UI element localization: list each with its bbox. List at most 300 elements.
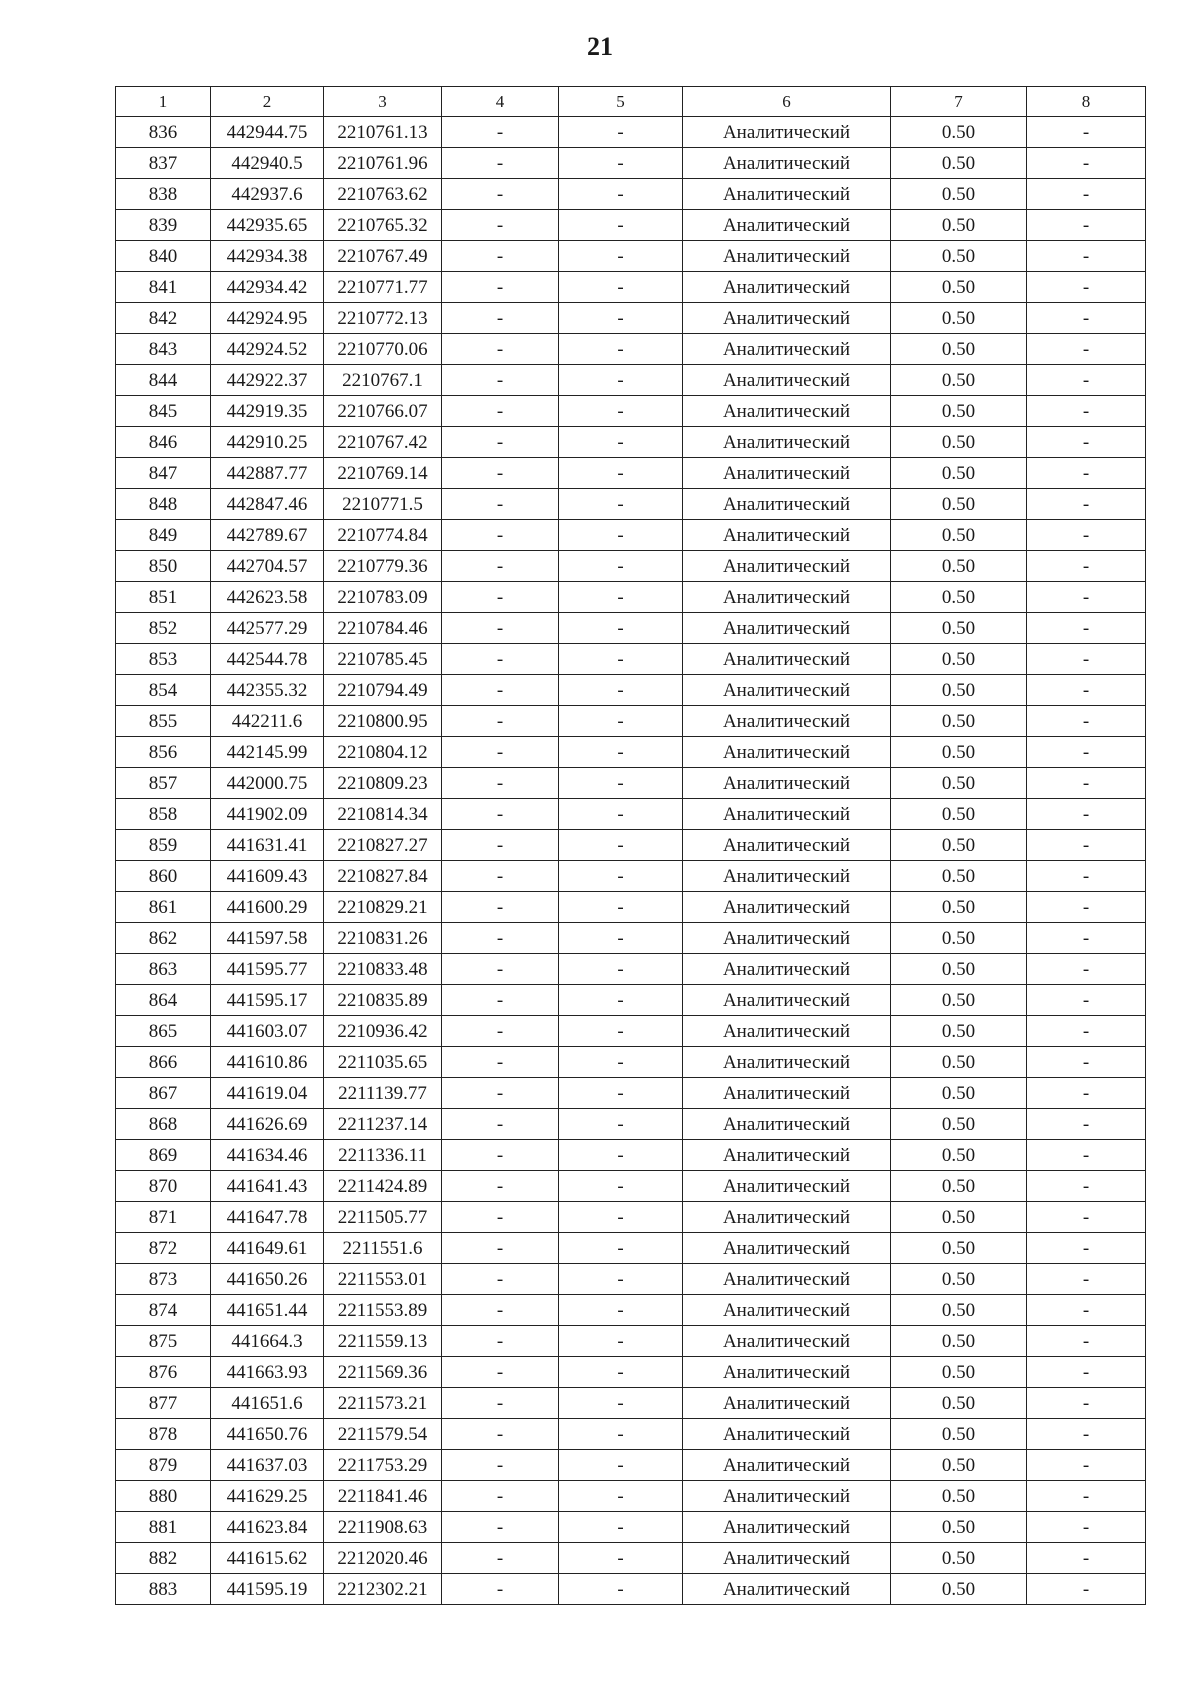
- cell-col-8: -: [1027, 582, 1146, 613]
- cell-point-number: 848: [116, 489, 211, 520]
- cell-col-8: -: [1027, 1574, 1146, 1605]
- cell-point-number: 875: [116, 1326, 211, 1357]
- cell-coord-x: 441651.6: [211, 1388, 324, 1419]
- cell-col-4: -: [442, 1016, 559, 1047]
- cell-point-number: 880: [116, 1481, 211, 1512]
- table-row: [116, 861, 1146, 892]
- cell-col-4: -: [442, 1264, 559, 1295]
- cell-method: Аналитический: [683, 706, 891, 737]
- cell-col-8: -: [1027, 644, 1146, 675]
- cell-point-number: 857: [116, 768, 211, 799]
- cell-col-5: -: [559, 706, 683, 737]
- cell-accuracy: 0.50: [891, 179, 1027, 210]
- cell-coord-x: 442145.99: [211, 737, 324, 768]
- cell-coord-x: 442934.38: [211, 241, 324, 272]
- cell-coord-y: 2211336.11: [324, 1140, 442, 1171]
- cell-point-number: 841: [116, 272, 211, 303]
- cell-accuracy: 0.50: [891, 1574, 1027, 1605]
- cell-col-4: -: [442, 1140, 559, 1171]
- cell-col-8: -: [1027, 1109, 1146, 1140]
- table-row: [116, 768, 1146, 799]
- cell-coord-y: 2210833.48: [324, 954, 442, 985]
- cell-accuracy: 0.50: [891, 520, 1027, 551]
- cell-col-4: -: [442, 613, 559, 644]
- cell-method: Аналитический: [683, 768, 891, 799]
- cell-col-5: -: [559, 1233, 683, 1264]
- cell-point-number: 863: [116, 954, 211, 985]
- table-row: [116, 1264, 1146, 1295]
- cell-accuracy: 0.50: [891, 1295, 1027, 1326]
- cell-col-8: -: [1027, 1388, 1146, 1419]
- cell-coord-x: 442944.75: [211, 117, 324, 148]
- cell-col-8: -: [1027, 1357, 1146, 1388]
- cell-method: Аналитический: [683, 582, 891, 613]
- cell-accuracy: 0.50: [891, 210, 1027, 241]
- cell-point-number: 845: [116, 396, 211, 427]
- cell-coord-x: 442924.52: [211, 334, 324, 365]
- cell-coord-x: 442935.65: [211, 210, 324, 241]
- cell-col-5: -: [559, 1543, 683, 1574]
- cell-method: Аналитический: [683, 303, 891, 334]
- table-row: [116, 396, 1146, 427]
- cell-method: Аналитический: [683, 1264, 891, 1295]
- cell-coord-y: 2210772.13: [324, 303, 442, 334]
- cell-col-5: -: [559, 427, 683, 458]
- cell-method: Аналитический: [683, 520, 891, 551]
- cell-col-8: -: [1027, 551, 1146, 582]
- cell-col-5: -: [559, 1357, 683, 1388]
- cell-coord-x: 441629.25: [211, 1481, 324, 1512]
- table-row: [116, 613, 1146, 644]
- cell-point-number: 861: [116, 892, 211, 923]
- cell-coord-y: 2210936.42: [324, 1016, 442, 1047]
- cell-col-5: -: [559, 1109, 683, 1140]
- cell-col-5: -: [559, 365, 683, 396]
- cell-col-8: -: [1027, 520, 1146, 551]
- table-row: [116, 1109, 1146, 1140]
- cell-coord-x: 442937.6: [211, 179, 324, 210]
- header-row: [116, 87, 1146, 117]
- cell-coord-y: 2210827.27: [324, 830, 442, 861]
- page-number: 21: [587, 32, 613, 61]
- cell-col-4: -: [442, 1357, 559, 1388]
- cell-coord-x: 441623.84: [211, 1512, 324, 1543]
- cell-coord-x: 441603.07: [211, 1016, 324, 1047]
- cell-accuracy: 0.50: [891, 396, 1027, 427]
- cell-method: Аналитический: [683, 179, 891, 210]
- cell-col-4: -: [442, 117, 559, 148]
- cell-point-number: 877: [116, 1388, 211, 1419]
- cell-col-8: -: [1027, 737, 1146, 768]
- cell-method: Аналитический: [683, 489, 891, 520]
- cell-accuracy: 0.50: [891, 489, 1027, 520]
- cell-coord-y: 2211035.65: [324, 1047, 442, 1078]
- cell-point-number: 866: [116, 1047, 211, 1078]
- cell-accuracy: 0.50: [891, 303, 1027, 334]
- cell-coord-y: 2211139.77: [324, 1078, 442, 1109]
- cell-col-4: -: [442, 1419, 559, 1450]
- cell-col-4: -: [442, 210, 559, 241]
- cell-coord-x: 442355.32: [211, 675, 324, 706]
- cell-col-5: -: [559, 1481, 683, 1512]
- cell-method: Аналитический: [683, 799, 891, 830]
- cell-col-8: -: [1027, 1047, 1146, 1078]
- cell-coord-y: 2210785.45: [324, 644, 442, 675]
- cell-col-4: -: [442, 241, 559, 272]
- cell-point-number: 883: [116, 1574, 211, 1605]
- cell-col-4: -: [442, 179, 559, 210]
- cell-method: Аналитический: [683, 675, 891, 706]
- cell-point-number: 849: [116, 520, 211, 551]
- cell-coord-x: 441634.46: [211, 1140, 324, 1171]
- cell-col-4: -: [442, 148, 559, 179]
- cell-col-4: -: [442, 1047, 559, 1078]
- cell-accuracy: 0.50: [891, 427, 1027, 458]
- cell-coord-x: 442211.6: [211, 706, 324, 737]
- cell-col-5: -: [559, 1574, 683, 1605]
- cell-col-5: -: [559, 830, 683, 861]
- cell-point-number: 873: [116, 1264, 211, 1295]
- cell-accuracy: 0.50: [891, 799, 1027, 830]
- cell-col-8: -: [1027, 1233, 1146, 1264]
- cell-point-number: 852: [116, 613, 211, 644]
- cell-col-5: -: [559, 1016, 683, 1047]
- table-row: [116, 427, 1146, 458]
- cell-coord-x: 441595.77: [211, 954, 324, 985]
- cell-col-8: -: [1027, 892, 1146, 923]
- table-row: [116, 1574, 1146, 1605]
- table-row: [116, 551, 1146, 582]
- cell-col-4: -: [442, 706, 559, 737]
- cell-method: Аналитический: [683, 427, 891, 458]
- cell-coord-x: 441651.44: [211, 1295, 324, 1326]
- cell-col-4: -: [442, 1109, 559, 1140]
- cell-coord-x: 441637.03: [211, 1450, 324, 1481]
- table-body: [116, 117, 1146, 1605]
- cell-accuracy: 0.50: [891, 737, 1027, 768]
- cell-coord-y: 2210783.09: [324, 582, 442, 613]
- cell-col-4: -: [442, 799, 559, 830]
- cell-point-number: 864: [116, 985, 211, 1016]
- cell-accuracy: 0.50: [891, 365, 1027, 396]
- table-row: [116, 830, 1146, 861]
- cell-coord-y: 2210809.23: [324, 768, 442, 799]
- cell-method: Аналитический: [683, 1543, 891, 1574]
- cell-accuracy: 0.50: [891, 613, 1027, 644]
- column-header-4: 4: [442, 87, 559, 117]
- column-header-6: 6: [683, 87, 891, 117]
- cell-method: Аналитический: [683, 117, 891, 148]
- table-row: [116, 303, 1146, 334]
- table-row: [116, 737, 1146, 768]
- cell-col-4: -: [442, 1295, 559, 1326]
- cell-col-5: -: [559, 1078, 683, 1109]
- cell-method: Аналитический: [683, 1574, 891, 1605]
- cell-col-5: -: [559, 985, 683, 1016]
- cell-col-4: -: [442, 861, 559, 892]
- cell-col-8: -: [1027, 1419, 1146, 1450]
- cell-col-4: -: [442, 954, 559, 985]
- cell-coord-x: 442919.35: [211, 396, 324, 427]
- cell-coord-y: 2210761.96: [324, 148, 442, 179]
- cell-coord-x: 441647.78: [211, 1202, 324, 1233]
- cell-coord-x: 442704.57: [211, 551, 324, 582]
- cell-col-5: -: [559, 489, 683, 520]
- cell-point-number: 851: [116, 582, 211, 613]
- cell-accuracy: 0.50: [891, 334, 1027, 365]
- cell-col-5: -: [559, 179, 683, 210]
- cell-method: Аналитический: [683, 334, 891, 365]
- cell-method: Аналитический: [683, 737, 891, 768]
- cell-accuracy: 0.50: [891, 1419, 1027, 1450]
- cell-coord-x: 442789.67: [211, 520, 324, 551]
- cell-coord-x: 441597.58: [211, 923, 324, 954]
- cell-col-8: -: [1027, 396, 1146, 427]
- cell-col-4: -: [442, 458, 559, 489]
- cell-coord-y: 2211553.01: [324, 1264, 442, 1295]
- table-row: [116, 892, 1146, 923]
- cell-method: Аналитический: [683, 551, 891, 582]
- table-row: [116, 1512, 1146, 1543]
- cell-accuracy: 0.50: [891, 241, 1027, 272]
- table-row: [116, 1388, 1146, 1419]
- cell-col-5: -: [559, 1171, 683, 1202]
- cell-point-number: 879: [116, 1450, 211, 1481]
- cell-accuracy: 0.50: [891, 985, 1027, 1016]
- cell-point-number: 860: [116, 861, 211, 892]
- cell-coord-y: 2212302.21: [324, 1574, 442, 1605]
- cell-coord-x: 441610.86: [211, 1047, 324, 1078]
- table-row: [116, 179, 1146, 210]
- cell-point-number: 882: [116, 1543, 211, 1574]
- cell-coord-y: 2211559.13: [324, 1326, 442, 1357]
- cell-col-5: -: [559, 303, 683, 334]
- cell-coord-y: 2210766.07: [324, 396, 442, 427]
- cell-accuracy: 0.50: [891, 1481, 1027, 1512]
- column-header-7: 7: [891, 87, 1027, 117]
- table-row: [116, 582, 1146, 613]
- cell-point-number: 843: [116, 334, 211, 365]
- cell-col-5: -: [559, 923, 683, 954]
- cell-coord-y: 2211553.89: [324, 1295, 442, 1326]
- cell-method: Аналитический: [683, 644, 891, 675]
- cell-point-number: 846: [116, 427, 211, 458]
- cell-col-4: -: [442, 768, 559, 799]
- cell-coord-y: 2210771.77: [324, 272, 442, 303]
- cell-col-5: -: [559, 675, 683, 706]
- cell-coord-x: 442924.95: [211, 303, 324, 334]
- cell-col-5: -: [559, 954, 683, 985]
- cell-coord-x: 441609.43: [211, 861, 324, 892]
- cell-accuracy: 0.50: [891, 1109, 1027, 1140]
- table-row: [116, 458, 1146, 489]
- cell-col-8: -: [1027, 241, 1146, 272]
- cell-coord-x: 442910.25: [211, 427, 324, 458]
- cell-method: Аналитический: [683, 1388, 891, 1419]
- cell-col-5: -: [559, 799, 683, 830]
- cell-col-8: -: [1027, 985, 1146, 1016]
- cell-col-5: -: [559, 892, 683, 923]
- cell-col-8: -: [1027, 1295, 1146, 1326]
- cell-col-8: -: [1027, 861, 1146, 892]
- table-row: [116, 210, 1146, 241]
- cell-col-4: -: [442, 1512, 559, 1543]
- cell-col-8: -: [1027, 923, 1146, 954]
- cell-col-4: -: [442, 272, 559, 303]
- table-row: [116, 241, 1146, 272]
- cell-method: Аналитический: [683, 954, 891, 985]
- cell-accuracy: 0.50: [891, 458, 1027, 489]
- cell-col-4: -: [442, 1326, 559, 1357]
- cell-accuracy: 0.50: [891, 1326, 1027, 1357]
- cell-accuracy: 0.50: [891, 1388, 1027, 1419]
- cell-method: Аналитический: [683, 1202, 891, 1233]
- cell-col-8: -: [1027, 706, 1146, 737]
- cell-col-8: -: [1027, 1450, 1146, 1481]
- cell-coord-y: 2210770.06: [324, 334, 442, 365]
- cell-col-4: -: [442, 303, 559, 334]
- cell-col-4: -: [442, 737, 559, 768]
- cell-method: Аналитический: [683, 613, 891, 644]
- cell-col-8: -: [1027, 1016, 1146, 1047]
- cell-method: Аналитический: [683, 148, 891, 179]
- cell-method: Аналитический: [683, 1171, 891, 1202]
- cell-coord-x: 442577.29: [211, 613, 324, 644]
- table-row: [116, 1078, 1146, 1109]
- cell-col-8: -: [1027, 799, 1146, 830]
- cell-coord-x: 441631.41: [211, 830, 324, 861]
- cell-col-4: -: [442, 1450, 559, 1481]
- cell-col-4: -: [442, 582, 559, 613]
- cell-coord-x: 441663.93: [211, 1357, 324, 1388]
- cell-point-number: 871: [116, 1202, 211, 1233]
- cell-coord-y: 2210769.14: [324, 458, 442, 489]
- table-row: [116, 799, 1146, 830]
- cell-coord-x: 441619.04: [211, 1078, 324, 1109]
- table-row: [116, 1233, 1146, 1264]
- cell-col-4: -: [442, 1233, 559, 1264]
- cell-col-4: -: [442, 1171, 559, 1202]
- cell-accuracy: 0.50: [891, 675, 1027, 706]
- cell-point-number: 850: [116, 551, 211, 582]
- cell-point-number: 847: [116, 458, 211, 489]
- cell-point-number: 853: [116, 644, 211, 675]
- cell-coord-y: 2210779.36: [324, 551, 442, 582]
- cell-coord-y: 2211569.36: [324, 1357, 442, 1388]
- cell-coord-y: 2210784.46: [324, 613, 442, 644]
- cell-col-5: -: [559, 1047, 683, 1078]
- cell-coord-y: 2210829.21: [324, 892, 442, 923]
- cell-point-number: 865: [116, 1016, 211, 1047]
- cell-col-5: -: [559, 1326, 683, 1357]
- table-row: [116, 1450, 1146, 1481]
- cell-col-8: -: [1027, 458, 1146, 489]
- cell-method: Аналитический: [683, 1016, 891, 1047]
- cell-point-number: 836: [116, 117, 211, 148]
- table-row: [116, 1326, 1146, 1357]
- cell-accuracy: 0.50: [891, 551, 1027, 582]
- cell-point-number: 840: [116, 241, 211, 272]
- cell-coord-x: 442934.42: [211, 272, 324, 303]
- cell-method: Аналитический: [683, 1357, 891, 1388]
- cell-col-8: -: [1027, 1543, 1146, 1574]
- cell-col-5: -: [559, 272, 683, 303]
- cell-method: Аналитический: [683, 1109, 891, 1140]
- cell-col-8: -: [1027, 489, 1146, 520]
- cell-coord-y: 2210761.13: [324, 117, 442, 148]
- cell-method: Аналитический: [683, 458, 891, 489]
- cell-coord-y: 2211237.14: [324, 1109, 442, 1140]
- column-header-5: 5: [559, 87, 683, 117]
- table-row: [116, 489, 1146, 520]
- cell-accuracy: 0.50: [891, 706, 1027, 737]
- cell-col-8: -: [1027, 1481, 1146, 1512]
- table-row: [116, 1140, 1146, 1171]
- cell-coord-y: 2212020.46: [324, 1543, 442, 1574]
- cell-point-number: 858: [116, 799, 211, 830]
- cell-col-8: -: [1027, 272, 1146, 303]
- cell-coord-y: 2210831.26: [324, 923, 442, 954]
- table-row: [116, 272, 1146, 303]
- table-row: [116, 1202, 1146, 1233]
- cell-col-4: -: [442, 1202, 559, 1233]
- cell-method: Аналитический: [683, 861, 891, 892]
- cell-coord-x: 442922.37: [211, 365, 324, 396]
- cell-coord-y: 2210771.5: [324, 489, 442, 520]
- cell-accuracy: 0.50: [891, 1264, 1027, 1295]
- cell-method: Аналитический: [683, 830, 891, 861]
- cell-coord-y: 2210794.49: [324, 675, 442, 706]
- cell-col-4: -: [442, 551, 559, 582]
- coordinates-table: [115, 86, 1146, 1605]
- cell-col-4: -: [442, 489, 559, 520]
- cell-col-8: -: [1027, 148, 1146, 179]
- cell-point-number: 854: [116, 675, 211, 706]
- table-row: [116, 117, 1146, 148]
- cell-col-8: -: [1027, 768, 1146, 799]
- cell-col-4: -: [442, 923, 559, 954]
- cell-method: Аналитический: [683, 1078, 891, 1109]
- cell-coord-x: 442000.75: [211, 768, 324, 799]
- cell-col-5: -: [559, 520, 683, 551]
- cell-point-number: 862: [116, 923, 211, 954]
- cell-point-number: 839: [116, 210, 211, 241]
- cell-method: Аналитический: [683, 272, 891, 303]
- cell-accuracy: 0.50: [891, 1171, 1027, 1202]
- cell-accuracy: 0.50: [891, 148, 1027, 179]
- cell-col-5: -: [559, 1295, 683, 1326]
- cell-col-5: -: [559, 210, 683, 241]
- table-row: [116, 923, 1146, 954]
- cell-accuracy: 0.50: [891, 1233, 1027, 1264]
- cell-col-8: -: [1027, 675, 1146, 706]
- cell-col-5: -: [559, 613, 683, 644]
- cell-coord-x: 442544.78: [211, 644, 324, 675]
- cell-coord-x: 441595.19: [211, 1574, 324, 1605]
- cell-point-number: 870: [116, 1171, 211, 1202]
- cell-point-number: 872: [116, 1233, 211, 1264]
- cell-col-4: -: [442, 1543, 559, 1574]
- cell-col-5: -: [559, 1512, 683, 1543]
- cell-col-5: -: [559, 737, 683, 768]
- cell-col-5: -: [559, 1450, 683, 1481]
- cell-coord-x: 441650.26: [211, 1264, 324, 1295]
- cell-coord-x: 441641.43: [211, 1171, 324, 1202]
- cell-coord-y: 2211505.77: [324, 1202, 442, 1233]
- cell-point-number: 856: [116, 737, 211, 768]
- cell-col-8: -: [1027, 1140, 1146, 1171]
- cell-col-8: -: [1027, 613, 1146, 644]
